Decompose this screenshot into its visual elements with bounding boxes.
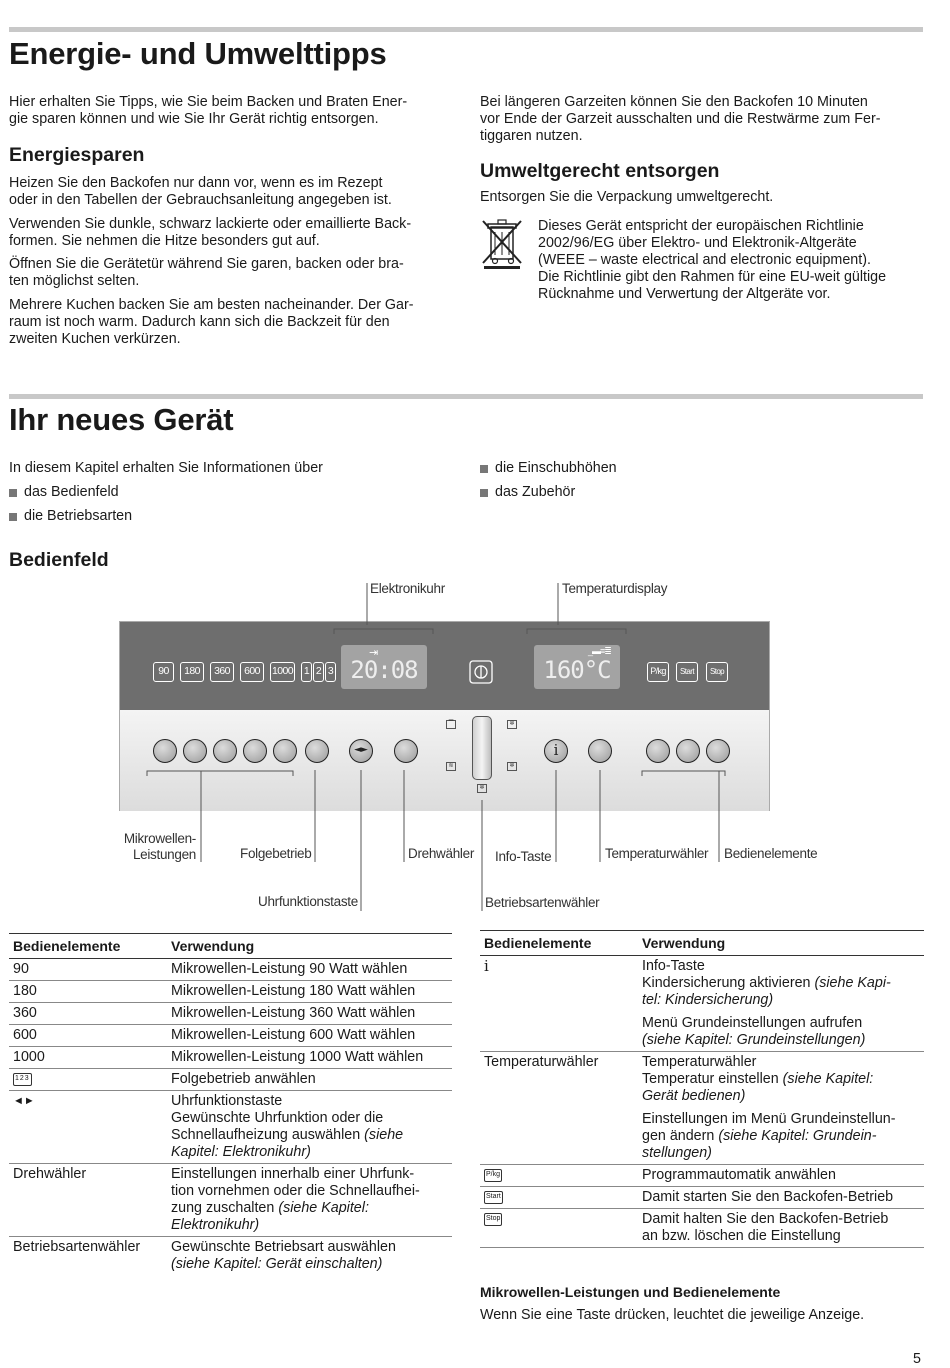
- label-elektronikuhr: Elektronikuhr: [370, 581, 445, 596]
- heading-bedienfeld: Bedienfeld: [9, 549, 109, 571]
- mw-power-knob[interactable]: [213, 739, 237, 763]
- table-row: [9, 1237, 452, 1276]
- drehwaehler-knob[interactable]: [394, 739, 418, 763]
- mode-fan-icon: ✲: [507, 720, 517, 729]
- intro-text: Hier erhalten Sie Tipps, wie Sie beim Backen und Braten Ener- gie sparen können und wie Sie Ihr Gerät richtig entsorgen.: [9, 94, 408, 127]
- section-title-energie: Energie- und Umwelttipps: [9, 36, 387, 71]
- key-600[interactable]: 600: [240, 662, 264, 682]
- energy-paragraph-1: Heizen Sie den Backofen nur dann vor, wenn es im Rezept oder in den Tabellen der Gebrauchsanleitung angegeben ist.: [9, 175, 392, 208]
- chapter-intro: In diesem Kapitel erhalten Sie Informationen über: [9, 460, 323, 476]
- cell: Mikrowellen-Leistung 90 Watt wählen: [167, 959, 452, 981]
- table-row: [9, 1069, 452, 1091]
- energy-paragraph-3: Öffnen Sie die Gerätetür während Sie garen, backen oder bra- ten möglichst selten.: [9, 256, 404, 289]
- env-paragraph-1: Entsorgen Sie die Verpackung umweltgerecht.: [480, 189, 774, 205]
- mw-power-knob[interactable]: [153, 739, 177, 763]
- table-row: [9, 959, 452, 981]
- cell-text: Info-Taste Kindersicherung aktivieren: [642, 958, 811, 991]
- key-1000[interactable]: 1000: [270, 662, 295, 682]
- table-row: [9, 1003, 452, 1025]
- cell: Damit starten Sie den Backofen-Betrieb: [638, 1187, 924, 1209]
- cell: Mikrowellen-Leistung 1000 Watt wählen: [167, 1047, 452, 1069]
- key-pkg[interactable]: P/kg: [647, 662, 669, 682]
- label-drehwaehler: Drehwähler: [408, 846, 475, 861]
- cell-reference: (siehe Kapitel: Elektronikuhr): [171, 1127, 404, 1160]
- cell-reference: (siehe Kapitel: Elektronikuhr): [171, 1200, 369, 1233]
- folgebetrieb-knob[interactable]: [305, 739, 329, 763]
- cell: Drehwähler: [9, 1164, 167, 1237]
- weee-bin-icon: [480, 218, 524, 270]
- key-stop[interactable]: Stop: [706, 662, 728, 682]
- cell: Betriebsartenwähler: [13, 1239, 141, 1255]
- control-panel-illustration: [119, 621, 770, 811]
- table-header: Bedienelemente: [480, 931, 638, 956]
- table-row: [9, 981, 452, 1003]
- table-row: [9, 1164, 452, 1237]
- energy-paragraph-2: Verwenden Sie dunkle, schwarz lackierte oder emaillierte Back- formen. Sie nehmen die Hitze besonders gut auf.: [9, 216, 412, 249]
- bullet-item: das Zubehör: [495, 484, 576, 500]
- control-knob[interactable]: [646, 739, 670, 763]
- cell: 1000: [9, 1047, 167, 1069]
- heading-energiesparen: Energiesparen: [9, 144, 145, 166]
- stop-key-icon: Stop: [484, 1213, 502, 1226]
- clock-display: 20:08: [341, 645, 427, 689]
- label-folgebetrieb: Folgebetrieb: [240, 846, 312, 861]
- cell-reference: (siehe Kapitel: Gerät einschalten): [171, 1256, 383, 1272]
- cell: 90: [9, 959, 167, 981]
- cell-text: Gewünschte Betriebsart auswählen: [171, 1239, 396, 1255]
- cell-reference: (siehe Kapitel: Gerät bedienen): [642, 1071, 874, 1104]
- key-start[interactable]: Start: [676, 662, 698, 682]
- mode-top-heat-icon: ▔: [446, 720, 456, 729]
- start-key-icon: Start: [484, 1191, 503, 1204]
- label-bedienelemente: Bedienelemente: [724, 846, 818, 861]
- info-key-icon: i: [480, 956, 638, 1052]
- info-knob[interactable]: i: [544, 739, 568, 763]
- cell: 180: [9, 981, 167, 1003]
- bullet-item: das Bedienfeld: [24, 484, 119, 500]
- cell: Folgebetrieb anwählen: [167, 1069, 452, 1091]
- env-paragraph-2: Dieses Gerät entspricht der europäischen Richtlinie 2002/96/EG über Elektro- und Elektronik-Altgeräte (WEEE – waste electrical and electronic equipment). Die Richtlinie gibt den Rahmen für eine EU-weit gültige Rücknahme und Verwertung der Altgeräte vor.: [538, 218, 887, 302]
- mode-hotair-icon: ✲: [477, 784, 487, 793]
- cell-reference: (siehe Kapitel: Grundein- stellungen): [642, 1128, 877, 1161]
- table-header: Verwendung: [167, 934, 452, 959]
- pkg-key-icon: P/kg: [484, 1169, 502, 1182]
- betriebsarten-selector[interactable]: [472, 716, 492, 780]
- cell-text: Temperaturwähler Temperatur einstellen: [642, 1054, 779, 1087]
- table-bedienelemente-left: [9, 933, 452, 1275]
- cell: Mikrowellen-Leistung 600 Watt wählen: [167, 1025, 452, 1047]
- mw-text: Wenn Sie eine Taste drücken, leuchtet die jeweilige Anzeige.: [480, 1307, 865, 1323]
- uhrfunktion-key-icon: ◄►: [9, 1091, 167, 1164]
- cell: Damit halten Sie den Backofen-Betrieb an bzw. löschen die Einstellung: [638, 1209, 924, 1248]
- label-temperaturdisplay: Temperaturdisplay: [562, 581, 668, 596]
- cell-reference: (siehe Kapi- tel: Kindersicherung): [642, 975, 891, 1008]
- microwave-start-icon[interactable]: [469, 660, 493, 684]
- mode-combi-icon: ✲: [507, 762, 517, 771]
- cell-reference: (siehe Kapitel: Grundeinstellungen): [642, 1032, 866, 1048]
- table-row: [480, 1165, 924, 1187]
- folgebetrieb-key-icon: 123: [13, 1073, 32, 1086]
- key-folge-3[interactable]: 3: [325, 662, 336, 682]
- label-betriebsartenwaehler: Betriebsartenwähler: [485, 895, 600, 910]
- uhrfunktion-knob[interactable]: ◄►: [349, 739, 373, 763]
- page-number: 5: [913, 1351, 921, 1367]
- label-info-taste: Info-Taste: [495, 849, 552, 864]
- table-row: [480, 956, 924, 1052]
- table-header: Verwendung: [638, 931, 924, 956]
- panel-display-area: [120, 622, 769, 710]
- cell: Mikrowellen-Leistung 360 Watt wählen: [167, 1003, 452, 1025]
- table-row: [9, 1091, 452, 1164]
- label-uhrfunktionstaste: Uhrfunktionstaste: [258, 894, 358, 909]
- table-row: [480, 1187, 924, 1209]
- bullet-item: die Einschubhöhen: [495, 460, 617, 476]
- key-180[interactable]: 180: [180, 662, 204, 682]
- key-360[interactable]: 360: [210, 662, 234, 682]
- cell-text: Einstellungen im Menü Grundeinstellun- gen ändern: [642, 1111, 896, 1144]
- heading-umweltgerecht: Umweltgerecht entsorgen: [480, 160, 720, 182]
- mw-power-knob[interactable]: [273, 739, 297, 763]
- cell-text: Menü Grundeinstellungen aufrufen: [642, 1015, 863, 1031]
- cell-text: Uhrfunktionstaste Gewünschte Uhrfunktion oder die Schnellaufheizung auswählen: [171, 1093, 384, 1143]
- table-row: [480, 1052, 924, 1165]
- mode-grill-icon: ≋: [446, 762, 456, 771]
- key-folge-2[interactable]: 2: [313, 662, 324, 682]
- control-knob[interactable]: [706, 739, 730, 763]
- section-title-geraet: Ihr neues Gerät: [9, 402, 234, 437]
- table-row: [9, 1047, 452, 1069]
- mw-power-knob[interactable]: [183, 739, 207, 763]
- cell: Temperaturwähler: [480, 1052, 638, 1165]
- cell: Mikrowellen-Leistung 180 Watt wählen: [167, 981, 452, 1003]
- temperature-knob[interactable]: [588, 739, 612, 763]
- control-knob[interactable]: [676, 739, 700, 763]
- heat-bars-icon: _▬≡≣: [588, 646, 611, 656]
- cell-text: Einstellungen innerhalb einer Uhrfunk- tion vornehmen oder die Schnellaufhei- zung zuschalten: [171, 1166, 420, 1216]
- energy-paragraph-4: Mehrere Kuchen backen Sie am besten nacheinander. Der Gar- raum ist noch warm. Dadurch kann sich die Backzeit für den zweiten Kuchen verkürzen.: [9, 297, 414, 347]
- key-90[interactable]: 90: [153, 662, 174, 682]
- label-mikrowellen: Mikrowellen- Leistungen: [123, 831, 196, 862]
- clock-symbol-icon: ⇥: [369, 647, 379, 659]
- mw-heading: Mikrowellen-Leistungen und Bedienelemente: [480, 1284, 781, 1300]
- section-rule: [9, 394, 923, 399]
- cell: Programmautomatik anwählen: [638, 1165, 924, 1187]
- label-temperaturwaehler: Temperaturwähler: [605, 846, 709, 861]
- table-row: [9, 1025, 452, 1047]
- table-bedienelemente-right: [480, 930, 924, 1248]
- temperature-display: 160°C: [534, 645, 620, 689]
- table-row: [480, 1209, 924, 1248]
- section-rule: [9, 27, 923, 32]
- key-folge-1[interactable]: 1: [301, 662, 312, 682]
- cell: 360: [9, 1003, 167, 1025]
- table-header: Bedienelemente: [9, 934, 167, 959]
- bullet-item: die Betriebsarten: [24, 508, 133, 524]
- mw-power-knob[interactable]: [243, 739, 267, 763]
- restwaerme-paragraph: Bei längeren Garzeiten können Sie den Backofen 10 Minuten vor Ende der Garzeit ausschalten und die Restwärme zum Fer- tiggaren nutzen.: [480, 94, 881, 144]
- cell: 600: [9, 1025, 167, 1047]
